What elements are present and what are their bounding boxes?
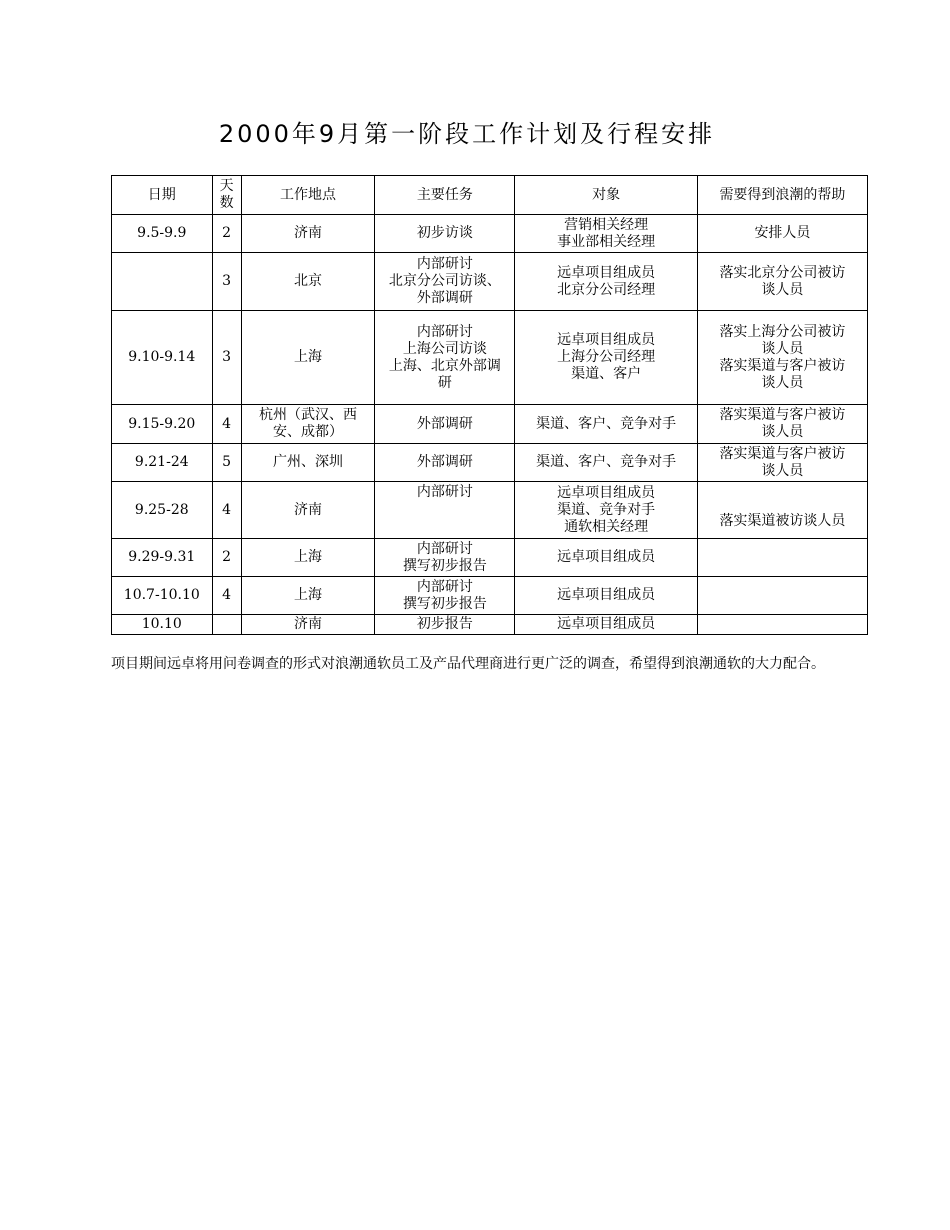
cell-date: 9.10-9.14 [112, 311, 213, 405]
cell-target: 渠道、客户、竞争对手 [515, 444, 698, 482]
cell-help: 落实北京分公司被访 谈人员 [697, 253, 867, 311]
cell-date: 10.7-10.10 [112, 577, 213, 615]
footnote-paragraph: 项目期间远卓将用问卷调查的形式对浪潮通软员工及产品代理商进行更广泛的调查，希望得到浪潮通软的大力配合。 [111, 656, 825, 672]
cell-place: 上海 [241, 577, 375, 615]
table-header-row [112, 176, 868, 215]
cell-target: 渠道、客户、竞争对手 [515, 405, 698, 444]
cell-help [697, 615, 867, 635]
cell-place: 济南 [241, 482, 375, 539]
cell-help: 落实渠道与客户被访 谈人员 [697, 444, 867, 482]
cell-place: 济南 [241, 615, 375, 635]
cell-date: 9.5-9.9 [112, 215, 213, 253]
table-row [112, 482, 868, 539]
cell-help: 落实渠道被访谈人员 [697, 482, 867, 539]
cell-help: 落实渠道与客户被访 谈人员 [697, 405, 867, 444]
cell-target: 远卓项目组成员 [515, 539, 698, 577]
cell-place: 上海 [241, 311, 375, 405]
cell-place: 上海 [241, 539, 375, 577]
header-task: 主要任务 [375, 176, 515, 215]
cell-date: 9.21-24 [112, 444, 213, 482]
cell-days [212, 615, 241, 635]
cell-place: 北京 [241, 253, 375, 311]
cell-task: 初步报告 [375, 615, 515, 635]
cell-days: 4 [212, 405, 241, 444]
table-row [112, 311, 868, 405]
table-row [112, 444, 868, 482]
cell-help [697, 539, 867, 577]
table-row [112, 215, 868, 253]
cell-help: 落实上海分公司被访 谈人员 落实渠道与客户被访 谈人员 [697, 311, 867, 405]
header-target: 对象 [515, 176, 698, 215]
cell-days: 3 [212, 311, 241, 405]
cell-days: 4 [212, 482, 241, 539]
cell-days: 5 [212, 444, 241, 482]
table-row [112, 615, 868, 635]
cell-target: 远卓项目组成员 北京分公司经理 [515, 253, 698, 311]
header-help: 需要得到浪潮的帮助 [697, 176, 867, 215]
page-title: 2000年9月第一阶段工作计划及行程安排 [218, 120, 716, 148]
table-row [112, 405, 868, 444]
header-date: 日期 [112, 176, 213, 215]
cell-date: 9.29-9.31 [112, 539, 213, 577]
header-days: 天 数 [212, 176, 241, 215]
table-row [112, 253, 868, 311]
cell-place: 济南 [241, 215, 375, 253]
cell-place: 杭州（武汉、西 安、成都） [241, 405, 375, 444]
header-place: 工作地点 [241, 176, 375, 215]
cell-days: 4 [212, 577, 241, 615]
cell-date: 9.25-28 [112, 482, 213, 539]
cell-target: 远卓项目组成员 [515, 577, 698, 615]
cell-days: 2 [212, 215, 241, 253]
cell-task: 内部研讨 撰写初步报告 [375, 539, 515, 577]
table-row [112, 539, 868, 577]
cell-task: 内部研讨 上海公司访谈 上海、北京外部调 研 [375, 311, 515, 405]
table-row [112, 577, 868, 615]
cell-task: 外部调研 [375, 405, 515, 444]
cell-date: 10.10 [112, 615, 213, 635]
cell-task: 内部研讨 [375, 482, 515, 539]
cell-target: 营销相关经理 事业部相关经理 [515, 215, 698, 253]
cell-task: 初步访谈 [375, 215, 515, 253]
cell-task: 内部研讨 撰写初步报告 [375, 577, 515, 615]
cell-target: 远卓项目组成员 上海分公司经理 渠道、客户 [515, 311, 698, 405]
cell-date: 9.15-9.20 [112, 405, 213, 444]
cell-task: 外部调研 [375, 444, 515, 482]
cell-place: 广州、深圳 [241, 444, 375, 482]
cell-target: 远卓项目组成员 [515, 615, 698, 635]
cell-target: 远卓项目组成员 渠道、竞争对手 通软相关经理 [515, 482, 698, 539]
cell-days: 2 [212, 539, 241, 577]
cell-help [697, 577, 867, 615]
cell-date [112, 253, 213, 311]
cell-days: 3 [212, 253, 241, 311]
schedule-table [111, 175, 868, 635]
cell-task: 内部研讨 北京分公司访谈、 外部调研 [375, 253, 515, 311]
cell-help: 安排人员 [697, 215, 867, 253]
